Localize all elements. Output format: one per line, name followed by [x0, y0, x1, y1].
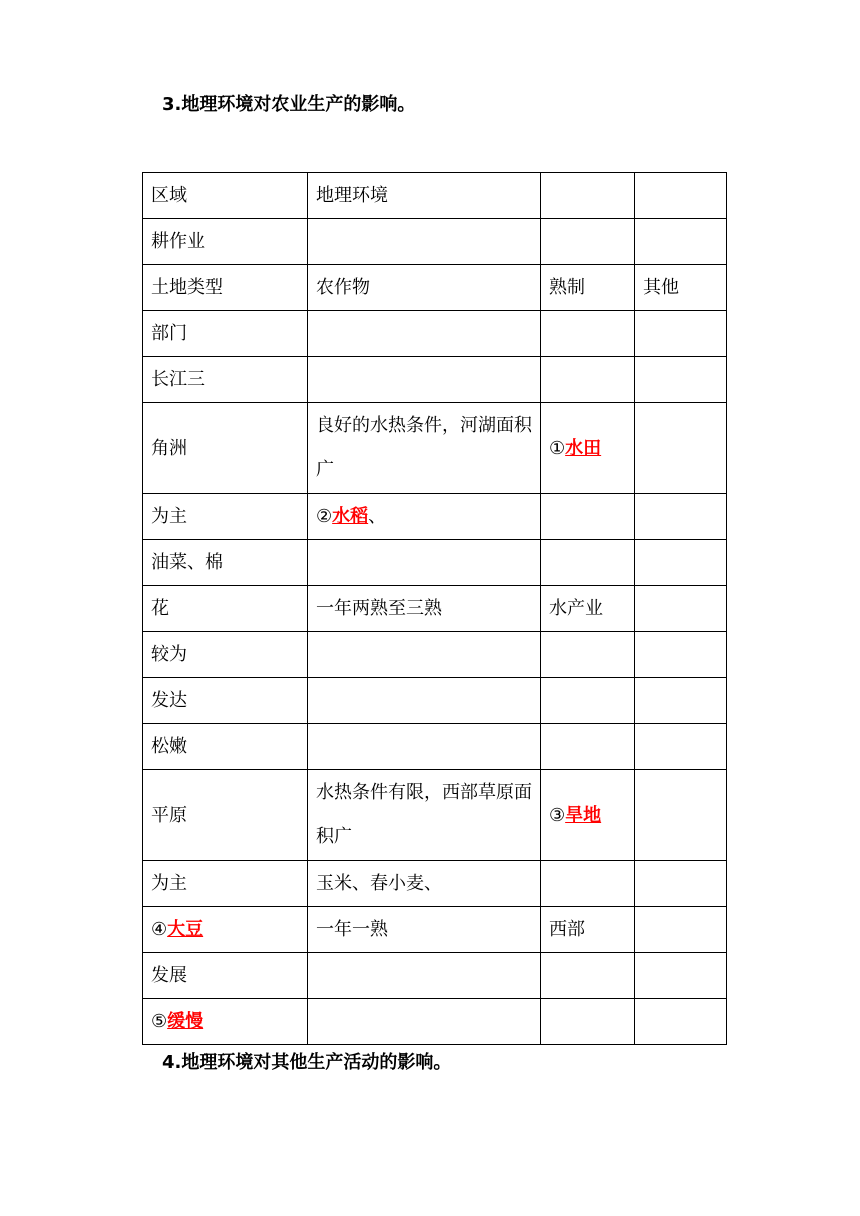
- table-row: [143, 907, 727, 953]
- table-cell: 角洲: [143, 403, 308, 494]
- table-cell: 发达: [143, 678, 308, 724]
- table-row: [143, 861, 727, 907]
- table-row: [143, 770, 727, 861]
- table-cell: [635, 999, 727, 1045]
- table-cell: [635, 357, 727, 403]
- table-row: [143, 540, 727, 586]
- table-row: [143, 173, 727, 219]
- table-cell: [541, 861, 635, 907]
- table-cell: [308, 311, 541, 357]
- table-row: [143, 357, 727, 403]
- table-cell: 熟制: [541, 265, 635, 311]
- table-row: [143, 311, 727, 357]
- table-cell: 为主: [143, 861, 308, 907]
- answer-marker: ②: [316, 506, 333, 527]
- table-cell: 西部: [541, 907, 635, 953]
- answer-cell: [308, 494, 541, 540]
- table-cell: [541, 173, 635, 219]
- table-cell: [635, 724, 727, 770]
- table-cell: 玉米、春小麦、: [308, 861, 541, 907]
- table-cell: 区域: [143, 173, 308, 219]
- answer-text: 水田: [565, 437, 602, 459]
- answer-marker: ①: [549, 437, 566, 459]
- table-cell: [635, 586, 727, 632]
- table-cell: [635, 219, 727, 265]
- table-cell: [635, 403, 727, 494]
- table-cell: [308, 678, 541, 724]
- table-cell: [635, 861, 727, 907]
- table-cell: [541, 632, 635, 678]
- agriculture-table: [142, 172, 727, 1045]
- answer-text: 大豆: [167, 919, 204, 940]
- table-cell: [308, 540, 541, 586]
- table-cell: 松嫩: [143, 724, 308, 770]
- answer-text: 水稻: [332, 506, 369, 527]
- table-cell: [308, 999, 541, 1045]
- table-cell: [541, 999, 635, 1045]
- table-cell: 其他: [635, 265, 727, 311]
- table-cell: [635, 173, 727, 219]
- table-row: [143, 632, 727, 678]
- table-cell: 耕作业: [143, 219, 308, 265]
- table-cell: 油菜、棉: [143, 540, 308, 586]
- table-cell: 一年一熟: [308, 907, 541, 953]
- table-cell: 地理环境: [308, 173, 541, 219]
- table-cell: [635, 311, 727, 357]
- table-cell: [635, 494, 727, 540]
- table-cell: 较为: [143, 632, 308, 678]
- answer-cell: [143, 999, 308, 1045]
- answer-cell: [541, 770, 635, 861]
- answer-marker: ④: [151, 919, 168, 940]
- answer-cell: [541, 403, 635, 494]
- answer-text: 旱地: [565, 804, 602, 826]
- table-cell: 部门: [143, 311, 308, 357]
- table-cell: [635, 678, 727, 724]
- answer-marker: ⑤: [151, 1011, 168, 1032]
- table-cell: [541, 494, 635, 540]
- table-row: [143, 265, 727, 311]
- table-cell: 水产业: [541, 586, 635, 632]
- table-cell: [308, 357, 541, 403]
- table-cell: [308, 953, 541, 999]
- table-cell: [541, 219, 635, 265]
- table-cell: 平原: [143, 770, 308, 861]
- table-cell: [635, 632, 727, 678]
- answer-marker: ③: [549, 804, 566, 826]
- table-cell: 良好的水热条件，河湖面积广: [308, 403, 541, 494]
- table-cell: [308, 632, 541, 678]
- table-row: [143, 678, 727, 724]
- table-cell: [308, 724, 541, 770]
- table-cell: [541, 724, 635, 770]
- table-cell: 一年两熟至三熟: [308, 586, 541, 632]
- table-cell: 土地类型: [143, 265, 308, 311]
- answer-suffix: 、: [368, 506, 387, 527]
- table-cell: [635, 770, 727, 861]
- table-row: [143, 586, 727, 632]
- table-cell: 为主: [143, 494, 308, 540]
- table-cell: [541, 953, 635, 999]
- table-cell: [635, 540, 727, 586]
- table-row: [143, 494, 727, 540]
- table-cell: [541, 311, 635, 357]
- table-cell: 水热条件有限，西部草原面积广: [308, 770, 541, 861]
- table-cell: [541, 678, 635, 724]
- table-cell: [541, 540, 635, 586]
- table-cell: [308, 219, 541, 265]
- table-cell: 花: [143, 586, 308, 632]
- table-row: [143, 219, 727, 265]
- table-row: [143, 953, 727, 999]
- section-4-heading: 4.地理环境对其他生产活动的影响。: [162, 1052, 452, 1073]
- section-3-heading: 3.地理环境对农业生产的影响。: [162, 94, 416, 115]
- table-cell: [635, 953, 727, 999]
- table-row: [143, 999, 727, 1045]
- table-row: [143, 724, 727, 770]
- answer-text: 缓慢: [167, 1011, 204, 1032]
- table-cell: 发展: [143, 953, 308, 999]
- table-cell: [541, 357, 635, 403]
- table-row: [143, 403, 727, 494]
- answer-cell: [143, 907, 308, 953]
- table-cell: 长江三: [143, 357, 308, 403]
- table-cell: [635, 907, 727, 953]
- table-cell: 农作物: [308, 265, 541, 311]
